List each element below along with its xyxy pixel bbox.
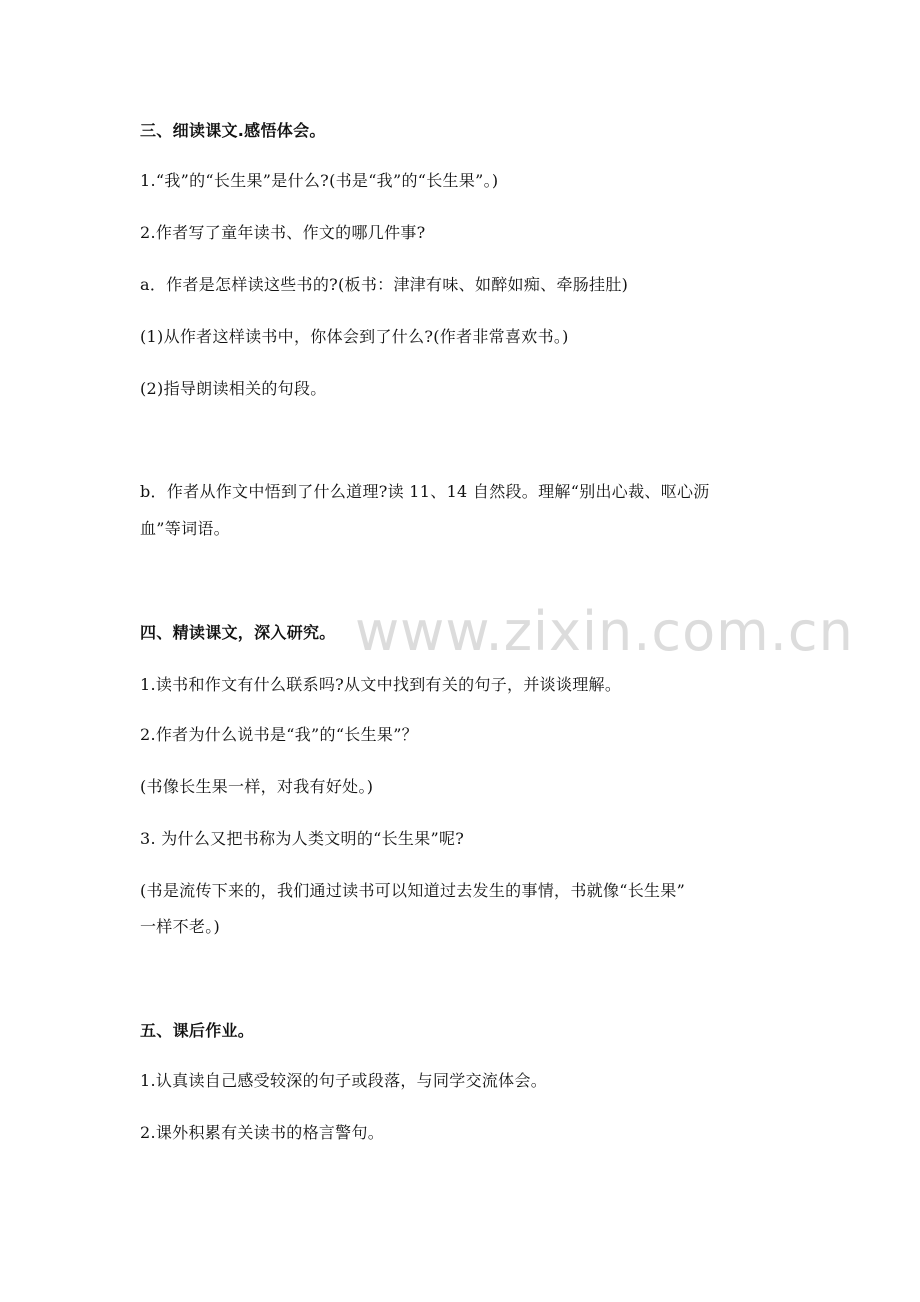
section-5-heading: 五、课后作业。 — [140, 1021, 255, 1040]
section-4-heading: 四、精读课文，深入研究。 — [140, 623, 336, 642]
section-3-item-a-2: (2)指导朗读相关的句段。 — [140, 379, 327, 398]
section-4-question-2-answer: (书像长生果一样，对我有好处。) — [140, 777, 374, 796]
section-4-question-3-answer-line-2: 一样不老。) — [140, 917, 221, 936]
section-4-question-3: 3. 为什么又把书称为人类文明的“长生果”呢? — [140, 829, 465, 848]
section-3-heading: 三、细读课文.感悟体会。 — [140, 121, 326, 140]
section-3-question-1: 1.“我”的“长生果”是什么?(书是“我”的“长生果”。) — [140, 171, 499, 190]
section-5-task-2: 2.课外积累有关读书的格言警句。 — [140, 1123, 385, 1142]
section-3-item-a-1: (1)从作者这样读书中，你体会到了什么?(作者非常喜欢书。) — [140, 327, 569, 346]
section-3-item-b-line-2: 血”等词语。 — [140, 519, 230, 538]
section-4-question-3-answer-line-1: (书是流传下来的，我们通过读书可以知道过去发生的事情，书就像“长生果” — [140, 881, 686, 900]
section-4-question-2: 2.作者为什么说书是“我”的“长生果”？ — [140, 725, 418, 744]
watermark: www.zixin.com.cn — [355, 600, 854, 663]
section-3-item-b-line-1: b．作者从作文中悟到了什么道理?读 11、14 自然段。理解“别出心裁、呕心沥 — [140, 482, 710, 501]
section-3-item-a: a．作者是怎样读这些书的?(板书：津津有味、如醉如痴、牵肠挂肚) — [140, 275, 629, 294]
section-5-task-1: 1.认真读自己感受较深的句子或段落，与同学交流体会。 — [140, 1071, 548, 1090]
section-3-question-2: 2.作者写了童年读书、作文的哪几件事? — [140, 223, 426, 242]
section-4-question-1: 1.读书和作文有什么联系吗?从文中找到有关的句子，并谈谈理解。 — [140, 675, 622, 694]
